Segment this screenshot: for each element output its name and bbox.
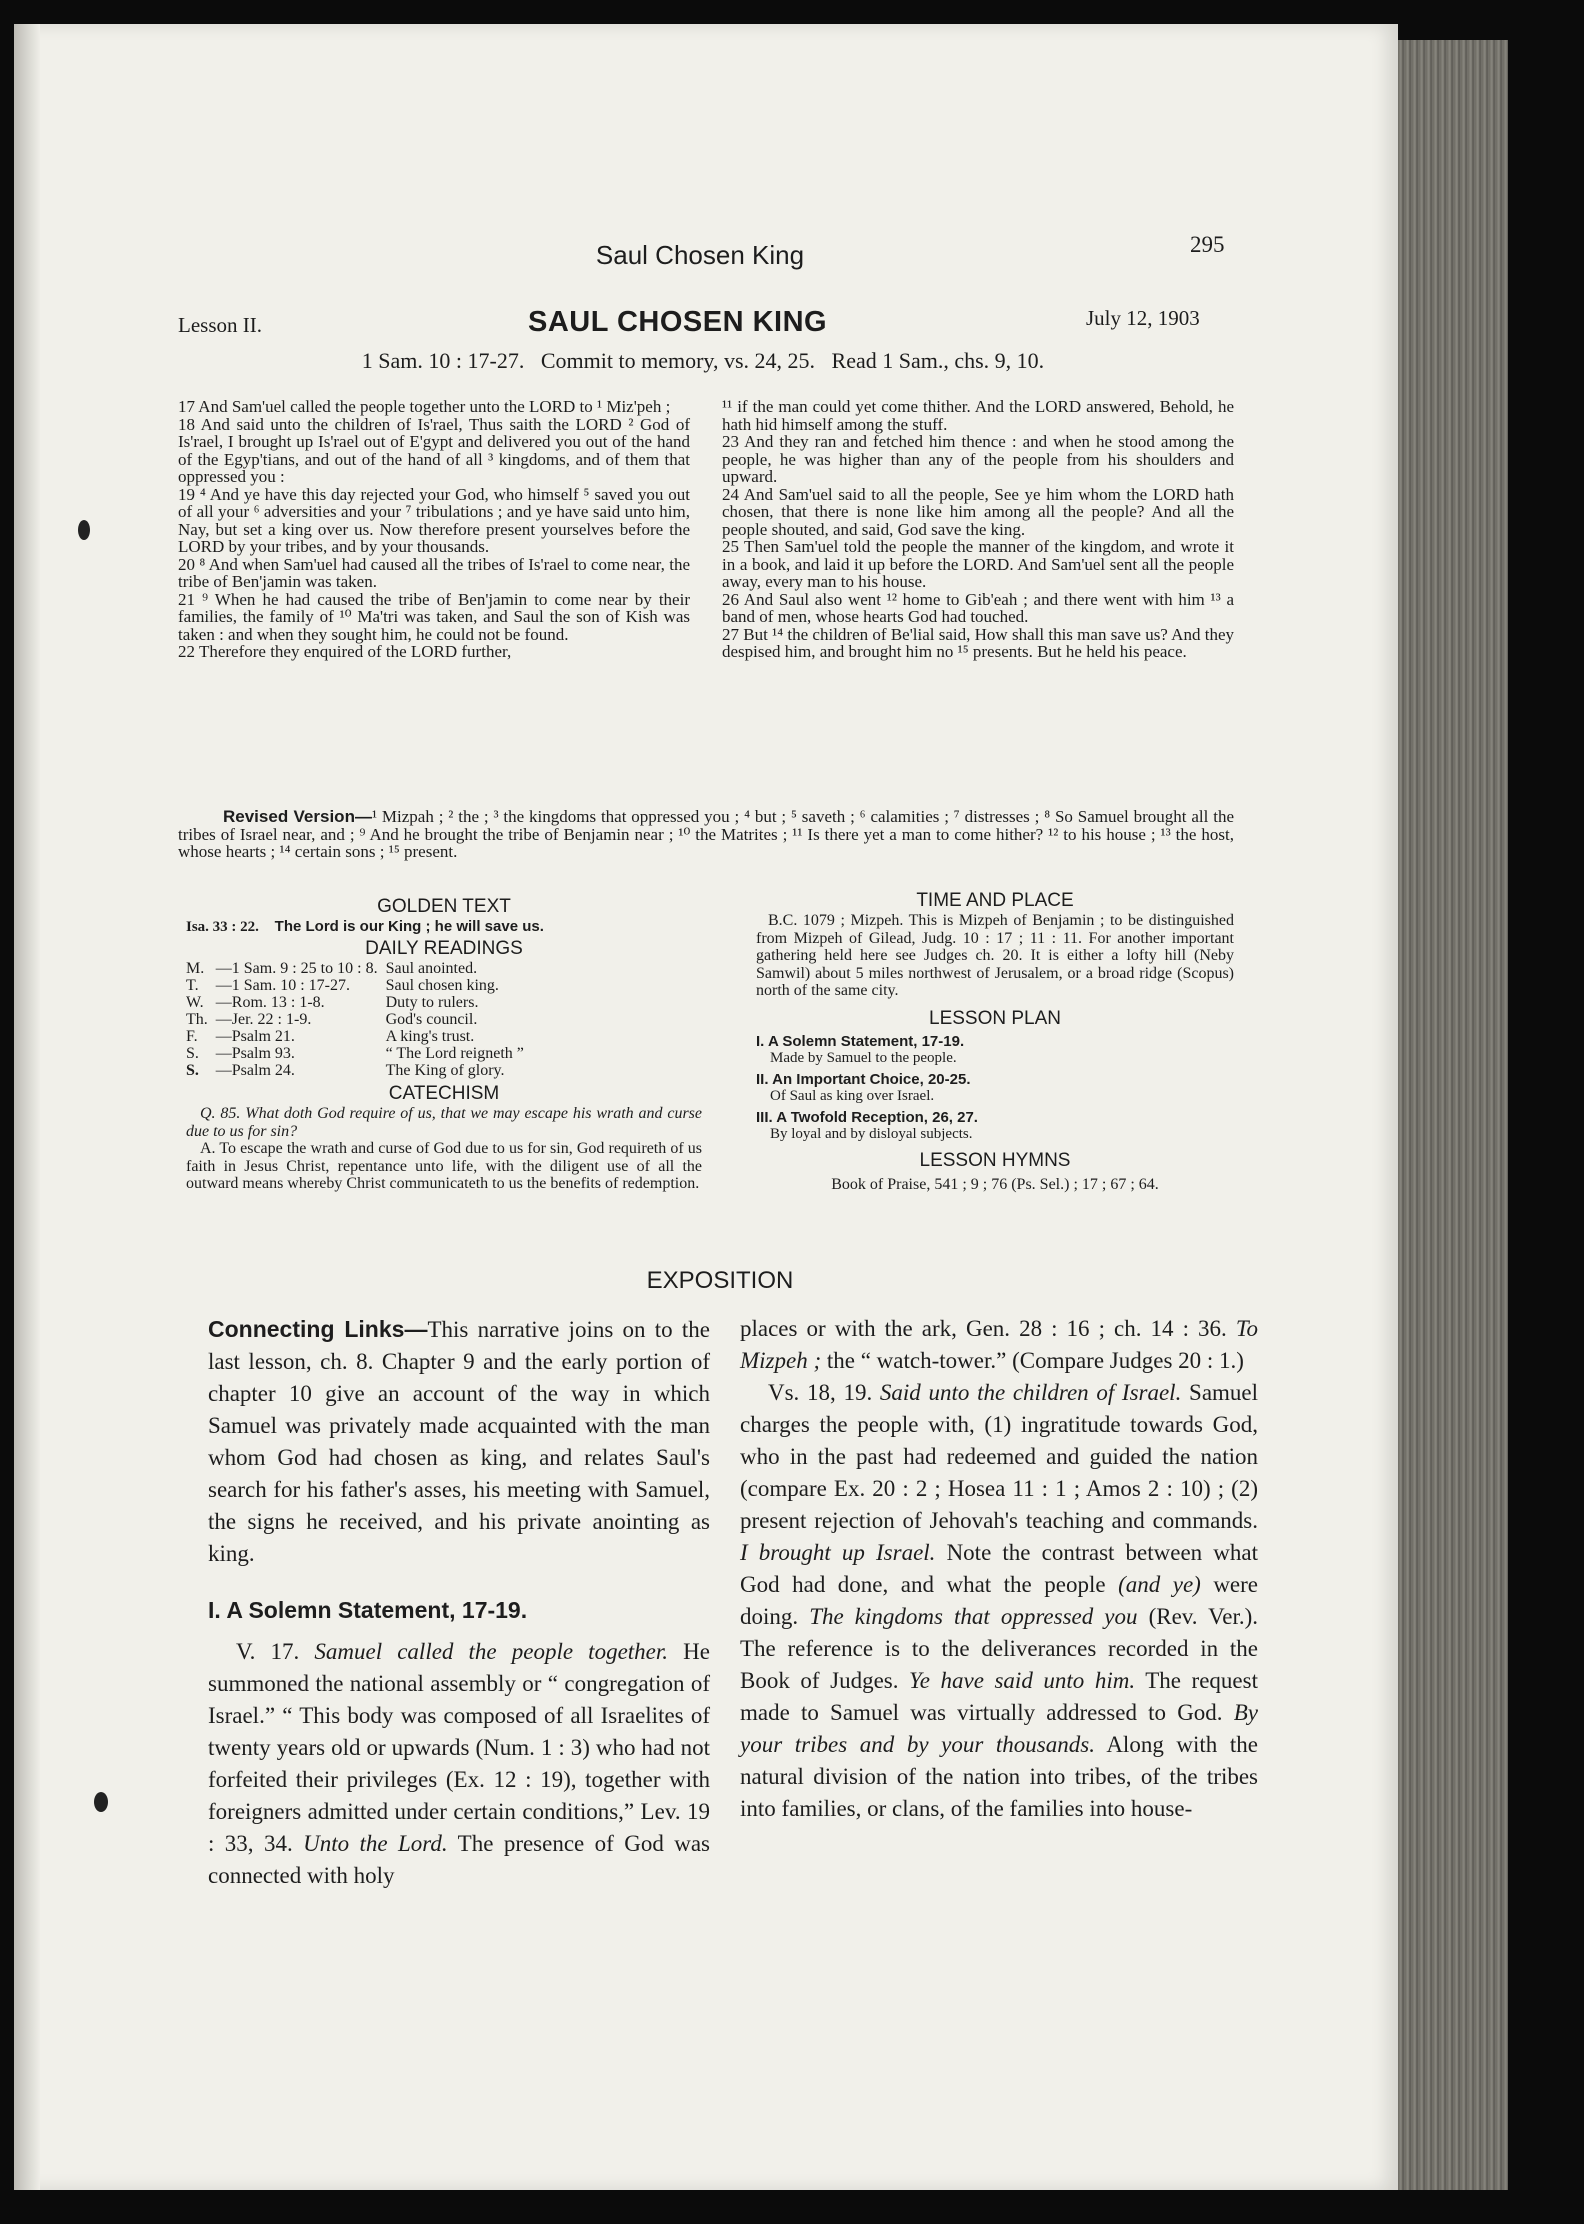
v17-italic: Samuel called the people together. — [314, 1639, 669, 1664]
plan-item-title: II. An Important Choice, 20-25. — [756, 1070, 971, 1088]
italic-2: (and ye) — [1118, 1572, 1201, 1597]
reading-ref: —1 Sam. 10 : 17-27. — [215, 977, 350, 994]
connecting-links-text: This narrative joins on to the last lesson, ch. 8. Chapter 9 and the early portion of chapter 10 give an account of the way in which Samuel was privately made acquainted with the man whom God had chosen as king, and relates Saul's search for his father's asses, his meeting with Samuel, the signs he received, and his private anointing as king. — [208, 1317, 710, 1566]
reading-day: S. — [186, 1045, 199, 1062]
reading-ref: —Jer. 22 : 1-9. — [215, 1011, 312, 1028]
reading-ref: —Rom. 13 : 1-8. — [215, 994, 325, 1011]
verse-23: 23 And they ran and fetched him thence : and when he stood among the people, he was higher than any of the people from his shoulders and upward. — [722, 432, 1234, 486]
daily-readings-table — [186, 960, 532, 1079]
p1-end: the “ watch-tower.” (Compare Judges 20 : 1.) — [826, 1348, 1244, 1373]
text-2: were doing. — [740, 1572, 1258, 1629]
golden-text-heading: GOLDEN TEXT — [377, 896, 511, 917]
plan-item-sub: Made by Samuel to the people. — [770, 1049, 957, 1066]
section-heading: I. A Solemn Statement, 17-19. — [208, 1597, 528, 1623]
reading-day: S. — [186, 1062, 199, 1079]
text-4: The request made to Samuel was virtually addressed to God. — [740, 1668, 1258, 1725]
daily-reading-row — [186, 1062, 532, 1079]
revised-version-text: ¹ Mizpah ; ² the ; ³ the kingdoms that oppressed you ; ⁴ but ; ⁵ saveth ; ⁶ calamities ; ⁷ distresses ; ⁸ So Samuel brought all the tribes of Israel near, and ; ⁹ And he brought the tribe of Benjamin near ; ¹⁰ the Matrites ; ¹¹ Is there yet a man to come hither? ¹² to his house ; ¹³ the host, whose hearts ; ¹⁴ certain sons ; ¹⁵ present. — [178, 807, 1234, 861]
book-page-edges — [1398, 40, 1508, 2190]
reading-ref: —Psalm 21. — [215, 1028, 295, 1045]
daily-readings-heading: DAILY READINGS — [365, 938, 523, 959]
v17-text: He summoned the national assembly or “ congregation of Israel.” “ This body was composed of all Israelites of twenty years old or upwards (Num. 1 : 3) who had not forfeited their privileges (Ex. 12 : 19), together with foreigners admitted under certain conditions,” Lev. 19 : 33, 34. — [208, 1639, 710, 1856]
verse-26: 26 And Saul also went ¹² home to Gib'eah ; and there went with him ¹³ a band of men, whose hearts God had touched. — [722, 589, 1234, 626]
plan-item-sub: Of Saul as king over Israel. — [770, 1087, 935, 1104]
verse-21: 21 ⁹ When he had caused the tribe of Ben'jamin to come near by their families, the family of ¹⁰ Ma'tri was taken, and Saul the son of Kish was taken : and when they sought him, he could not be found. — [178, 589, 690, 644]
exposition-heading: EXPOSITION — [646, 1267, 794, 1294]
verses-18-19-paragraph — [740, 1377, 1258, 1825]
italic-5: By your tribes and by your thousands. — [740, 1700, 1259, 1757]
verse-20: 20 ⁸ And when Sam'uel had caused all the tribes of Is'rael to come near, the tribe of Ben'jamin was taken. — [178, 554, 690, 591]
mizpeh-paragraph — [740, 1313, 1258, 1377]
daily-reading-row — [186, 1028, 532, 1045]
running-head: Saul Chosen King — [595, 240, 805, 270]
time-place-heading: TIME AND PLACE — [916, 890, 1074, 911]
plan-item-title: III. A Twofold Reception, 26, 27. — [756, 1108, 978, 1126]
text-5: Along with the natural division of the nation into tribes, of the tribes into families, or clans, of the families into house- — [740, 1732, 1259, 1821]
left-info-column — [186, 896, 702, 1193]
lesson-plan-heading: LESSON PLAN — [929, 1007, 1061, 1029]
verse-17: 17 And Sam'uel called the people together unto the LORD to ¹ Miz'peh ; — [178, 397, 671, 416]
page-number: 295 — [1190, 232, 1225, 257]
verse-24: 24 And Sam'uel said to all the people, See ye him whom the LORD hath chosen, that there is none like him among all the people? And all the people shouted, and said, God save the king. — [722, 484, 1234, 539]
lesson-hymns-heading: LESSON HYMNS — [919, 1149, 1071, 1171]
vs-italic: Said unto the children of Israel. — [879, 1380, 1182, 1405]
ink-mark — [78, 520, 90, 540]
daily-reading-row — [186, 1011, 532, 1028]
p1-italic: To Mizpeh ; — [740, 1316, 1258, 1373]
reading-day: F. — [186, 1028, 198, 1045]
daily-reading-row — [186, 977, 532, 994]
verse-22: 22 Therefore they enquired of the LORD further, — [178, 642, 512, 661]
plan-item-title: I. A Solemn Statement, 17-19. — [756, 1032, 965, 1050]
catechism-heading: CATECHISM — [388, 1083, 500, 1104]
verse-17-paragraph — [208, 1636, 710, 1892]
unto-text: The presence of God was connected with holy — [208, 1831, 711, 1888]
reading-title: “ The Lord reigneth ” — [385, 1045, 524, 1062]
verse-19: 19 ⁴ And ye have this day rejected your God, who himself ⁵ saved you out of all your ⁶ adversities and your ⁷ tribulations ; and ye have said unto him, Nay, but set a king over us. Now therefore present yourselves before the LORD by your tribes, and by your thousands. — [178, 484, 690, 556]
catechism-q-label: Q. 85. — [200, 1105, 241, 1122]
vs-label: Vs. 18, 19. — [768, 1380, 873, 1405]
catechism-answer: A. To escape the wrath and curse of God due to us for sin, God requireth of us faith in Jesus Christ, repentance unto life, with the diligent use of all the outward means whereby Christ communicateth to us the benefits of redemption. — [186, 1140, 702, 1192]
connecting-links-paragraph — [208, 1313, 710, 1570]
reading-title: The King of glory. — [385, 1062, 505, 1079]
italic-1: I brought up Israel. — [740, 1540, 936, 1565]
catechism-question — [186, 1105, 702, 1140]
lesson-plan — [756, 1034, 1234, 1142]
vs-text: Samuel charges the people with, (1) ingratitude towards God, who in the past had redeemed and guided the nation (compare Ex. 20 : 2 ; Hosea 11 : 1 ; Amos 2 : 10) ; (2) present rejection of Jehovah's teaching and commands. — [740, 1380, 1259, 1533]
golden-text: The Lord is our King ; he will save us. — [274, 918, 544, 935]
verse-18: 18 And said unto the children of Is'rael, Thus saith the LORD ² God of Is'rael, I brought up Is'rael out of E'gypt and delivered you out of the hand of the Egyp'tians, and out of the hand of all ³ kingdoms, and of them that oppressed you : — [178, 414, 690, 486]
italic-3: The kingdoms that oppressed you — [809, 1604, 1138, 1629]
v17-label: V. 17. — [236, 1639, 300, 1664]
text-3: (Rev. Ver.). The reference is to the deliverances recorded in the Book of Judges. — [740, 1604, 1258, 1693]
reading-day: T. — [186, 977, 199, 994]
right-info-column — [756, 890, 1234, 1194]
revised-version-label: Revised Version— — [223, 807, 372, 826]
scripture-right-column — [722, 398, 1234, 661]
reading-title: A king's trust. — [385, 1028, 475, 1045]
daily-reading-row — [186, 960, 532, 977]
p1-start: places or with the ark, Gen. 28 : 16 ; ch. 14 : 36. — [740, 1316, 1227, 1341]
text-1: Note the contrast between what God had done, and what the people — [740, 1540, 1259, 1597]
golden-text-line — [186, 918, 702, 936]
scripture-left-column — [178, 398, 690, 661]
verse-25: 25 Then Sam'uel told the people the manner of the kingdom, and wrote it in a book, and laid it up before the LORD. And Sam'uel sent all the people away, every man to his house. — [722, 537, 1234, 591]
reading-title: Saul chosen king. — [385, 977, 499, 994]
italic-4: Ye have said unto him. — [909, 1668, 1136, 1693]
catechism-q-text: What doth God require of us, that we may escape his wrath and curse due to us for sin? — [186, 1105, 703, 1140]
daily-reading-row — [186, 994, 532, 1011]
lesson-hymns-text: Book of Praise, 541 ; 9 ; 76 (Ps. Sel.) ; 17 ; 67 ; 64. — [831, 1175, 1159, 1193]
connecting-links-label: Connecting Links— — [208, 1316, 428, 1342]
daily-reading-row — [186, 1045, 532, 1062]
verse-27: 27 But ¹⁴ the children of Be'lial said, How shall this man save us? And they despised him, and brought him no ¹⁵ presents. But he held his peace. — [722, 624, 1234, 661]
reading-day: W. — [186, 994, 204, 1011]
revised-version — [178, 808, 1234, 861]
reading-ref: —1 Sam. 9 : 25 to 10 : 8. — [215, 960, 378, 977]
unto-italic: Unto the Lord. — [303, 1831, 448, 1856]
ink-mark — [94, 1792, 108, 1812]
exposition-right-column — [740, 1313, 1258, 1825]
reading-day: Th. — [186, 1011, 208, 1028]
scripture-reference: 1 Sam. 10 : 17-27. Commit to memory, vs. 24, 25. Read 1 Sam., chs. 9, 10. — [361, 348, 1045, 373]
time-place-text: B.C. 1079 ; Mizpeh. This is Mizpeh of Benjamin ; to be distinguished from Mizpeh of Gilead, Judg. 10 : 17 ; 11 : 11. For another important gathering held here see Judges ch. 20. It is either a lofty hill (Neby Samwil) about 5 miles northwest of Jerusalem, or a broad ridge (Scopus) north of the same city. — [756, 912, 1234, 999]
reading-day: M. — [186, 960, 205, 977]
reading-ref: —Psalm 93. — [215, 1045, 295, 1062]
lesson-date: July 12, 1903 — [1086, 306, 1200, 330]
reading-ref: —Psalm 24. — [215, 1062, 295, 1079]
plan-item-sub: By loyal and by disloyal subjects. — [770, 1125, 973, 1142]
binding-gutter — [14, 24, 40, 2190]
exposition-left-column — [208, 1313, 710, 1892]
verse-22-cont: ¹¹ if the man could yet come thither. And the LORD answered, Behold, he hath hid himself among the stuff. — [722, 397, 1234, 434]
lesson-label: Lesson II. — [178, 313, 262, 337]
reading-title: Duty to rulers. — [385, 994, 479, 1011]
lesson-title: SAUL CHOSEN KING — [528, 306, 828, 338]
reading-title: God's council. — [385, 1011, 478, 1028]
golden-text-ref: Isa. 33 : 22. — [186, 919, 259, 935]
reading-title: Saul anointed. — [385, 960, 478, 977]
